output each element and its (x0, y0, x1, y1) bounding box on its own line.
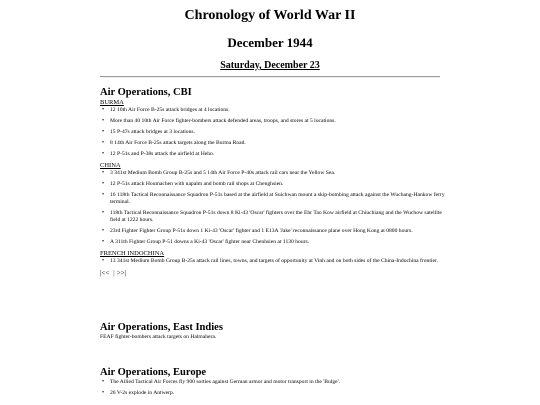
section-heading-cbi: Air Operations, CBI (100, 87, 192, 98)
region-label-china: CHINA (100, 162, 121, 169)
region-label-burma: BURMA (100, 99, 124, 106)
nav-separator: | (113, 269, 115, 277)
list-item: • 23rd Fighter Fighter Group P-51s down 1 Ki-43 'Oscar' fighter and 1 E13A 'Jake' reconnaissance plane over Hong Kong at 0800 hours. (100, 228, 445, 235)
section-europe (100, 367, 445, 401)
next-day-link[interactable]: >>| (116, 269, 126, 277)
burma-list (100, 107, 445, 158)
month-heading: December 1944 (227, 35, 313, 50)
day-heading: Saturday, December 23 (220, 60, 320, 71)
list-item: • 12 P-51s and P-38s attack the airfield at Heho. (100, 151, 445, 158)
list-item: • 12 10th Air Force B-25s attack bridges at 4 locations. (100, 107, 445, 114)
list-item: • 26 V-2s explode in Antwerp. (100, 390, 445, 397)
list-item: • 3 341st Medium Bomb Group B-25s and 5 14th Air Force P-40s attack rail cars near the Yellow Sea. (100, 170, 445, 177)
page-title: Chronology of World War II (184, 8, 356, 23)
list-item: • 13 341st Medium Bomb Group B-25s attack rail lines, towns, and targets of opportunity at Vinh and on both sides of the China-Indochina frontier. (100, 258, 445, 265)
list-item: • The Allied Tactical Air Forces fly 900 sorties against German armor and motor transport in the 'Bulge'. (100, 379, 445, 386)
east-indies-text: FEAF fighter-bombers attack targets on Halmahera. (100, 334, 217, 340)
list-item: • 16 118th Tactical Reconnaissance Squadron P-51s based at the airfield at Suichwan mount a skip-bombing attack against the Wuchang-Hankow ferry terminal. (100, 192, 445, 206)
region-label-french-indochina: FRENCH INDOCHINA (100, 250, 165, 257)
previous-day-link[interactable]: |<< (100, 269, 110, 277)
list-item: • 15 P-47s attack bridges at 3 locations. (100, 129, 445, 136)
day-navigation (100, 269, 445, 277)
section-heading-east-indies: Air Operations, East Indies (100, 322, 223, 333)
section-east-indies (100, 322, 445, 341)
europe-list (100, 379, 445, 397)
divider (100, 76, 440, 78)
list-item: • 118th Tactical Reconnaissance Squadron P-51s down 8 Ki-43 'Oscar' fighters over the Ehr Tao Kow airfield at Chiuchiang and the Wuchow satellite field at 1222 hours. (100, 210, 445, 224)
list-item: • A 311th Fighter Group P-51 downs a Ki-43 'Oscar' fighter near Chenhsien at 1130 hours. (100, 239, 445, 246)
indochina-list (100, 258, 445, 265)
section-cbi (100, 87, 445, 277)
section-heading-europe: Air Operations, Europe (100, 367, 207, 378)
list-item: • 8 14th Air Force B-25s attack targets along the Burma Road. (100, 140, 445, 147)
list-item: • 12 P-51s attack Houmachen with napalm and bomb rail shops at Chenghsien. (100, 181, 445, 188)
china-list (100, 170, 445, 246)
list-item: • More than 40 10th Air Force fighter-bombers attack defended areas, troops, and stores at 5 locations. (100, 118, 445, 125)
